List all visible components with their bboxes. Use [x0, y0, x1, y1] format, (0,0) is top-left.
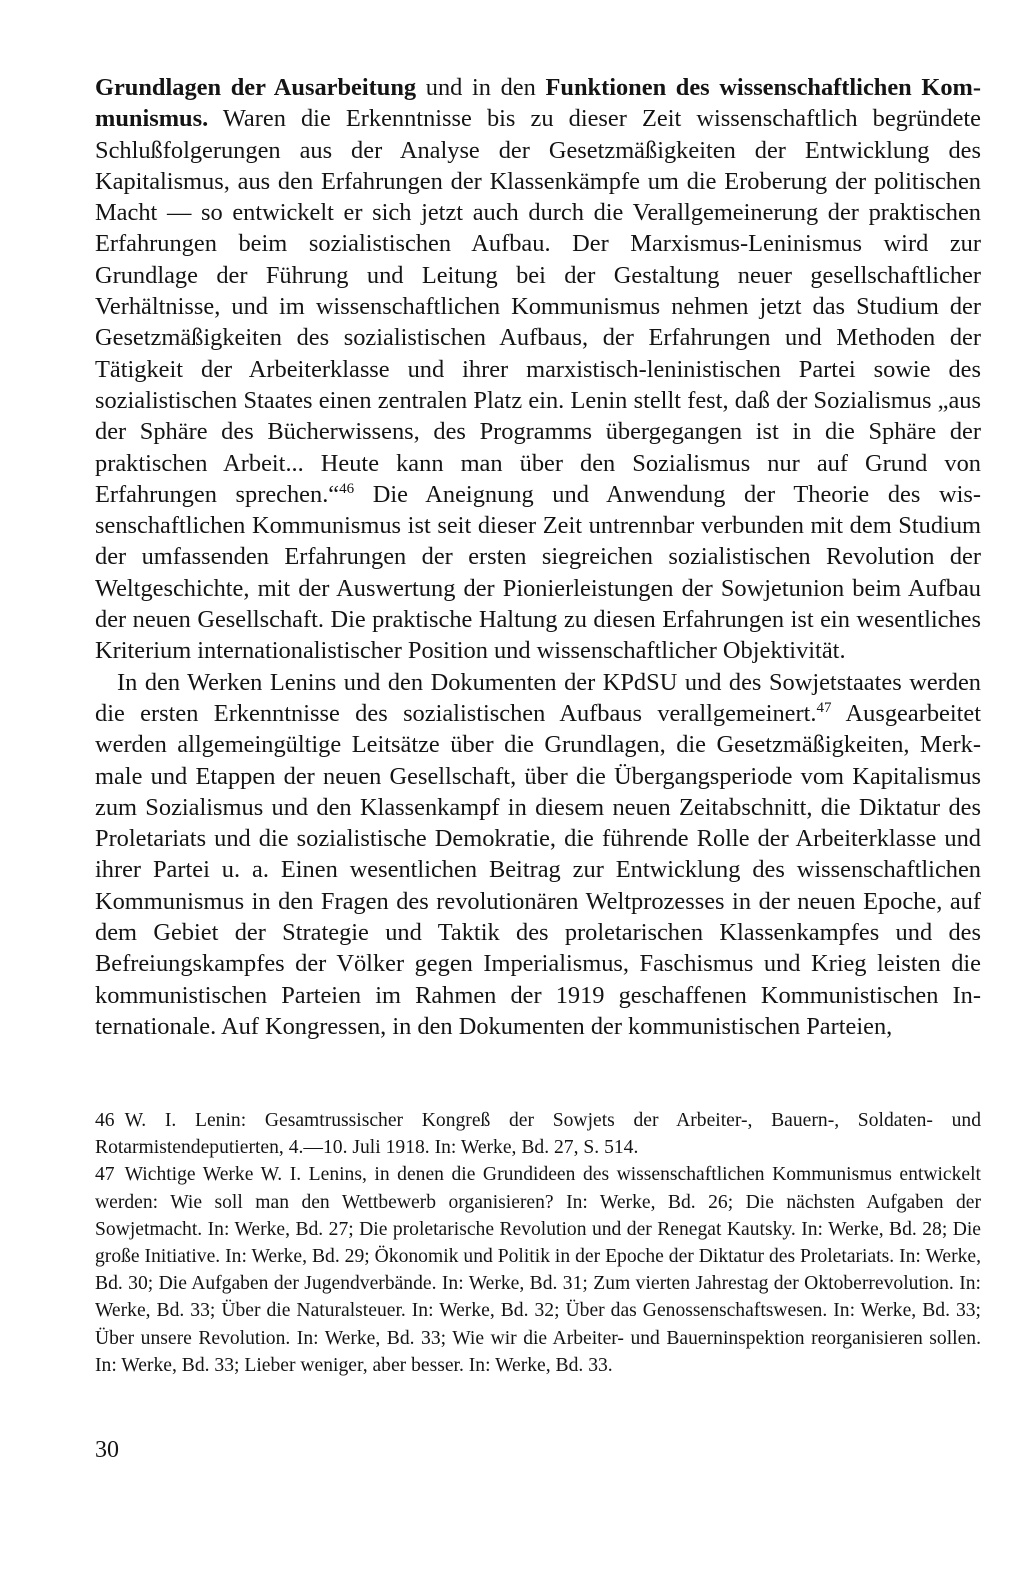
footnote-text: W. I. Lenin: Gesamtrussischer Kongreß der Sowjets der Arbeiter-, Bauern-, Soldaten- und Rotarmistendeputierten, 4.—10. Juli 1918. In: Werke, Bd. 27, S. 514. [95, 1110, 981, 1159]
footnote-number: 47 [95, 1164, 115, 1186]
footnote-ref-46[interactable]: 46 [339, 480, 355, 497]
paragraph-1-text-b: Waren die Erkenntnisse bis zu dieser Zeit wissenschaftlich begründete Schlußfolgerungen aus der Analyse der Gesetzmäßigkeiten der Entwicklung des Kapitalismus, aus den Erfahrungen der Klassenkämpfe um die Eroberung der politischen Macht — so entwickelt er sich jetzt auch durch die Verallgemeinerung der praktischen Erfahrungen beim sozialistischen Aufbau. Der Marxismus-Leninismus wird zur Grundlage der Führung und Leitung bei der Gestaltung neuer gesellschaftlicher Verhältnisse, und im wissenschaftlichen Kommunismus nehmen jetzt das Studium der Gesetzmäßigkeiten des sozialistischen Aufbaus, der Erfahrungen und Methoden der Tätigkeit der Arbeiterklasse und ihrer marxistisch-leninistischen Partei sowie des sozialistischen Staates einen zentralen Platz ein. Lenin stellt fest, daß der Sozialismus „aus der Sphäre des Bücherwissens, des Programms übergegangen ist in die Sphäre der praktischen Arbeit... Heute kann man über den Sozialismus nur auf Grund von Erfahrungen sprechen.“ [95, 105, 981, 508]
page-number: 30 [95, 1437, 119, 1463]
footnote-47 [95, 1161, 981, 1379]
bold-phrase-grundlagen: Grundlagen der Ausarbeitung [95, 74, 417, 101]
bold-phrase-funktionen: Funktionen des wissenschaftlichen Kommunismus. [95, 74, 981, 133]
footnote-text: Wichtige Werke W. I. Lenins, in denen die Grundideen des wissenschaftlichen Kommunismus entwickelt werden: Wie soll man den Wettbewerb organisieren? In: Werke, Bd. 26; Die nächsten Aufgaben der Sowjetmacht. In: Werke, Bd. 27; Die proletarische Revolution und der Renegat Kautsky. In: Werke, Bd. 28; Die große Initiative. In: Werke, Bd. 29; Ökonomik und Politik in der Epoche der Diktatur des Proletariats. In: Werke, Bd. 30; Die Aufgaben der Jugendverbände. In: Werke, Bd. 31; Zum vierten Jahrestag der Oktoberrevolution. In: Werke, Bd. 33; Über die Naturalsteuer. In: Werke, Bd. 32; Über das Genossenschaftswesen. In: Werke, Bd. 33; Über unsere Revolution. In: Werke, Bd. 33; Wie wir die Arbeiter- und Bauerninspektion reorganisieren sollen. In: Werke, Bd. 33; Lieber weniger, aber besser. In: Werke, Bd. 33. [95, 1164, 981, 1376]
paragraph-1 [95, 72, 981, 667]
paragraph-2-text-a: In den Werken Lenins und den Dokumenten der KPdSU und des Sowjetstaates werden die ersten Erkenntnisse des sozialistischen Aufbaus verallgemeinert. [95, 668, 981, 727]
footnote-ref-47[interactable]: 47 [816, 699, 832, 716]
footnotes [95, 1107, 981, 1379]
main-text [95, 72, 981, 1042]
paragraph-2-text-b: Ausgearbeitet werden allgemeingültige Leitsätze über die Grundlagen, die Gesetzmäßigkeiten, Merkmale und Etappen der neuen Gesellschaft, über die Übergangsperiode vom Kapitalismus zum Sozialismus und den Klassenkampf in diesem neuen Zeitabschnitt, die Diktatur des Proletariats und die sozialistische Demokratie, die führende Rolle der Arbeiterklasse und ihrer Partei u. a. Einen wesentlichen Beitrag zur Entwicklung des wissenschaftlichen Kommunismus in den Fragen des revolutionären Weltprozesses in der neuen Epoche, auf dem Gebiet der Strategie und Taktik des proletarischen Klassenkampfes und des Befreiungskampfes der Völker gegen Imperialismus, Faschismus und Krieg leisten die kommunistischen Parteien im Rahmen der 1919 geschaffenen Kommunistischen Internationale. Auf Kongressen, in den Dokumenten der kommunistischen Parteien, [95, 699, 981, 1040]
paragraph-1-text-c: Die Aneignung und Anwendung der Theorie des wissenschaftlichen Kommunismus ist seit dieser Zeit untrennbar verbunden mit dem Studium der umfassenden Erfahrungen der ersten siegreichen sozialistischen Revolution der Weltgeschichte, mit der Auswertung der Pionierleistungen der Sowjetunion beim Aufbau der neuen Gesellschaft. Die praktische Haltung zu diesen Erfahrungen ist ein wesentliches Kriterium internationalistischer Position und wissenschaftlicher Objektivität. [95, 480, 981, 665]
footnote-number: 46 [95, 1110, 115, 1131]
paragraph-2 [95, 667, 981, 1043]
paragraph-1-text-a: und in den [416, 74, 546, 101]
footnote-46 [95, 1107, 981, 1161]
